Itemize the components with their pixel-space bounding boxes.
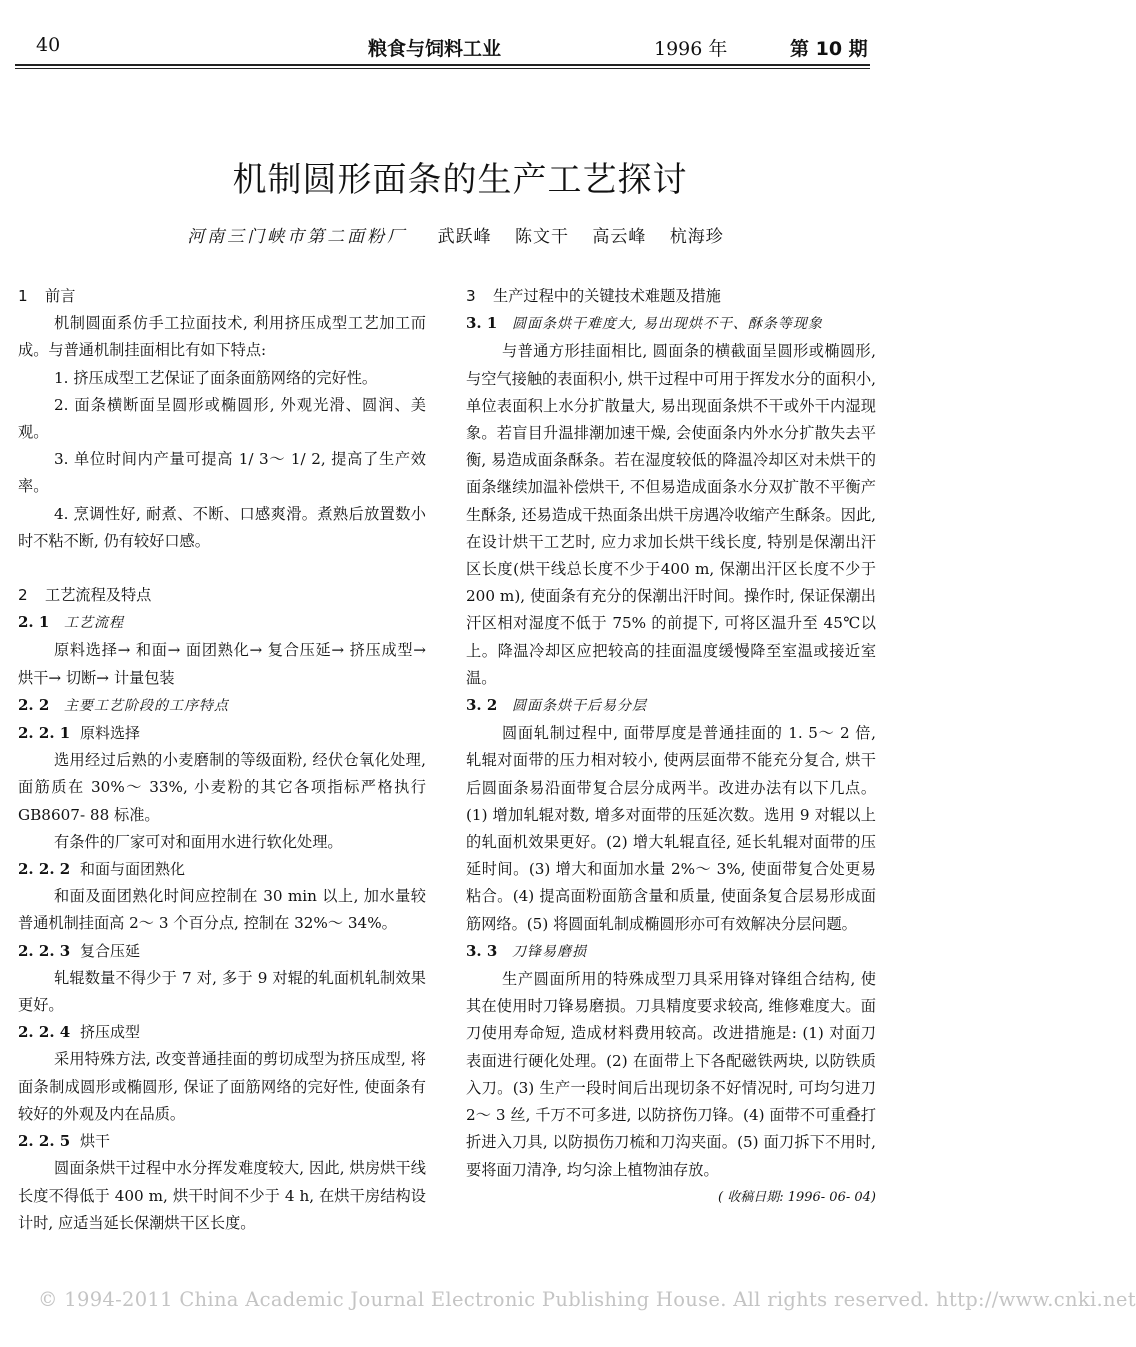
list-item: 2. 面条横断面呈圆形或椭圆形, 外观光滑、圆润、美观。: [18, 395, 426, 442]
journal-name: 粮食与饲料工业: [368, 38, 502, 60]
subsubsection-heading: 2. 2. 1 原料选择: [18, 724, 141, 743]
subsection-heading: 2. 1 工艺流程: [18, 613, 124, 632]
affiliation: 河南三门峡市第二面粉厂: [187, 227, 408, 247]
subsection-heading: 3. 2 圆面条烘干后易分层: [466, 696, 647, 715]
article-title: 机制圆形面条的生产工艺探讨: [232, 160, 688, 200]
subsection-heading: 3. 1 圆面条烘干难度大, 易出现烘不干、酥条等现象: [466, 314, 823, 333]
header-rule-thin: [15, 68, 870, 69]
received-date: ( 收稿日期: 1996- 06- 04): [717, 1189, 876, 1205]
author: 武跃峰: [437, 227, 492, 247]
author: 陈文干: [515, 227, 569, 247]
list-item: 1. 挤压成型工艺保证了面条面筋网络的完好性。: [54, 368, 378, 387]
subsubsection-heading: 2. 2. 4 挤压成型: [18, 1023, 141, 1042]
subsubsection-heading: 2. 2. 5 烘干: [18, 1132, 111, 1151]
paragraph: 有条件的厂家可对和面用水进行软化处理。: [54, 832, 343, 851]
left-column: [18, 283, 426, 1237]
issue-number: 第 10 期: [790, 38, 868, 60]
subsection-heading: 2. 2 主要工艺阶段的工序特点: [18, 695, 229, 714]
section-heading: 2 工艺流程及特点: [18, 586, 152, 605]
paragraph: 圆面条烘干过程中水分挥发难度较大, 因此, 烘房烘干线长度不得低于 400 m, 烘干时间不少于 4 h, 在烘干房结构设计时, 应适当延长保潮烘干区长度。: [18, 1159, 426, 1232]
paragraph: 生产圆面所用的特殊成型刀具采用锋对锋组合结构, 使其在使用时刀锋易磨损。刀具精度要求较高, 维修难度大。面刀使用寿命短, 造成材料费用较高。改进措施是: (1) 对面刀表面进行硬化处理。(2) 在面带上下各配磁铁两块, 以防铁质入刀。(3) 生产一段时间后出现切条不好情况时, 可均匀进刀 2～ 3 丝, 千万不可多进, 以防挤伤刀锋。(4) 面带不可重叠打折进入刀具, 以防损伤刀梳和刀沟夹面。(5) 面刀拆下不用时, 要将面刀清净, 均匀涂上植物油存放。: [466, 970, 876, 1179]
list-item: 3. 单位时间内产量可提高 1/ 3～ 1/ 2, 提高了生产效率。: [18, 450, 426, 496]
paragraph: 圆面轧制过程中, 面带厚度是普通挂面的 1. 5～ 2 倍, 轧辊对面带的压力相对较小, 使两层面带不能充分复合, 烘干后圆面条易沿面带复合层分成两半。改进办法有以下几点。(1) 增加轧辊对数, 增多对面带的压延次数。选用 9 对辊以上的轧面机效果更好。(2) 增大轧辊直径, 延长轧辊对面带的压延时间。(3) 增大和面加水量 2%～ 3%, 使面带复合处更易粘合。(4) 提高面粉面筋含量和质量, 使面条复合层易形成面筋网络。(5) 将圆面轧制成椭圆形亦可有效解决分层问题。: [466, 724, 876, 933]
paragraph: 采用特殊方法, 改变普通挂面的剪切成型为挤压成型, 将面条制成圆形或椭圆形, 保证了面筋网络的完好性, 使面条有较好的外观及内在品质。: [18, 1050, 426, 1123]
issue-year: 1996 年: [654, 38, 728, 60]
page-number: 40: [36, 34, 61, 56]
paragraph: 选用经过后熟的小麦磨制的等级面粉, 经伏仓氧化处理, 面筋质在 30%～ 33%, 小麦粉的其它各项指标严格执行 GB8607- 88 标准。: [18, 751, 426, 824]
author: 高云峰: [592, 227, 647, 247]
section-heading: 1 前言: [18, 287, 76, 305]
right-column: [466, 283, 876, 1210]
subsubsection-heading: 2. 2. 3 复合压延: [18, 941, 141, 960]
page-header: [0, 0, 920, 70]
byline: [0, 222, 920, 247]
paragraph: 与普通方形挂面相比, 圆面条的横截面呈圆形或椭圆形, 与空气接触的表面积小, 烘干过程中可用于挥发水分的面积小, 单位表面积上水分扩散量大, 易出现面条烘不干或外干内湿现象。若盲目升温排潮加速干燥, 会使面条内外水分扩散失去平衡, 易造成面条酥条。若在湿度较低的降温冷却区对未烘干的面条继续加温补偿烘干, 不但易造成面条水分双扩散不平衡产生酥条, 还易造成干热面条出烘干房遇冷收缩产生酥条。因此, 在设计烘干工艺时, 应力求加长烘干线长度, 特别是保潮出汗区长度(烘干线总长度不少于400 m, 保潮出汗区长度不少于 200 m), 使面条有充分的保潮出汗时间。操作时, 保证保潮出汗区相对湿度不低于 75% 的前提下, 可将区温升至 45℃以上。降温冷却区应把较高的挂面温度缓慢降至室温或接近室温。: [466, 342, 876, 687]
author: 杭海珍: [669, 227, 724, 247]
section-heading: 3 生产过程中的关键技术难题及措施: [466, 287, 721, 305]
copyright-watermark: © 1994-2011 China Academic Journal Electronic Publishing House. All rights reserved. http://www.cnki.net: [38, 1288, 1136, 1311]
paragraph: 和面及面团熟化时间应控制在 30 min 以上, 加水量较普通机制挂面高 2～ 3 个百分点, 控制在 32%～ 34%。: [18, 887, 426, 933]
paragraph: 机制圆面系仿手工拉面技术, 利用挤压成型工艺加工而成。与普通机制挂面相比有如下特点:: [18, 314, 426, 360]
header-rule-thick: [15, 64, 870, 66]
paragraph: 轧辊数量不得少于 7 对, 多于 9 对辊的轧面机轧制效果更好。: [18, 968, 426, 1015]
paragraph: 原料选择→ 和面→ 面团熟化→ 复合压延→ 挤压成型→ 烘干→ 切断→ 计量包装: [18, 641, 426, 687]
subsubsection-heading: 2. 2. 2 和面与面团熟化: [18, 860, 186, 879]
subsection-heading: 3. 3 刀锋易磨损: [466, 941, 587, 960]
list-item: 4. 烹调性好, 耐煮、不断、口感爽滑。煮熟后放置数小时不粘不断, 仍有较好口感。: [18, 504, 426, 550]
